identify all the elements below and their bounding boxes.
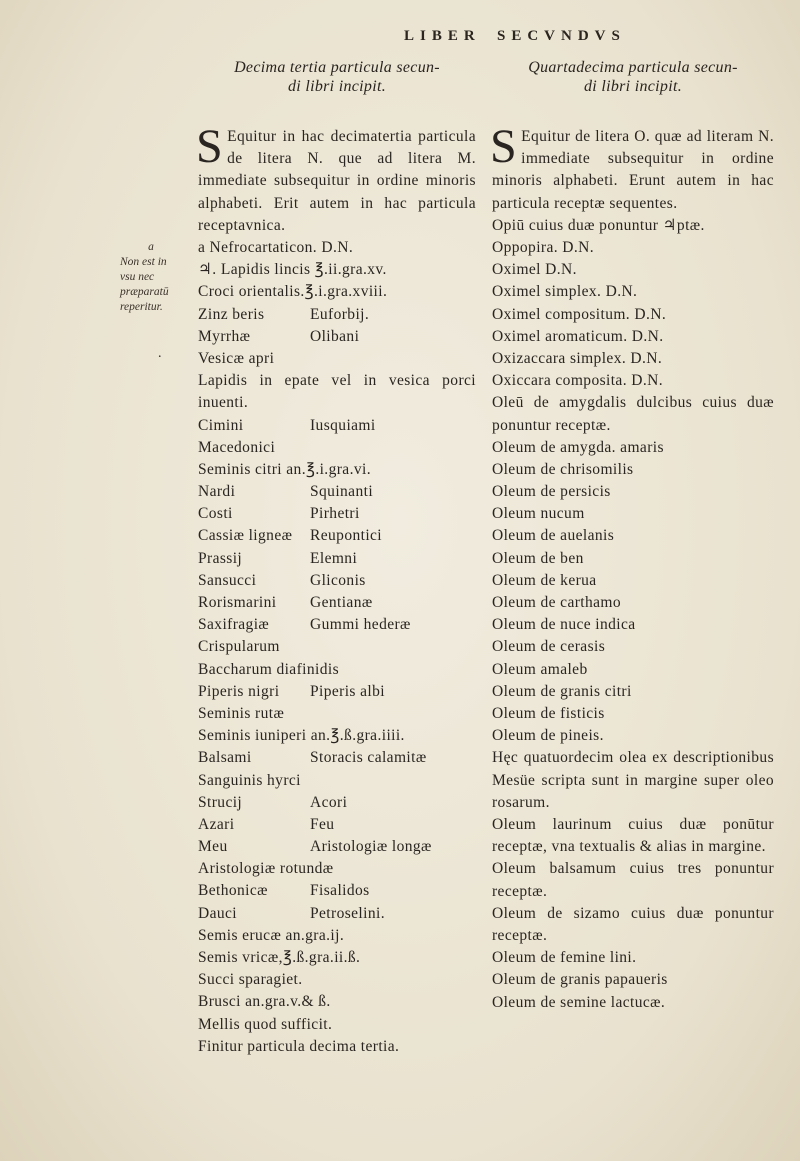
- ingredient: Saxifragiæ: [198, 616, 270, 634]
- ingredient: Sansucci: [198, 571, 257, 589]
- ingredient: Euforbij.: [310, 305, 370, 323]
- left-column: [198, 58, 476, 1058]
- ingredient-pair: [198, 681, 476, 703]
- ingredient-pair: [198, 326, 476, 348]
- text-line: Oleum de carthamo: [492, 594, 622, 612]
- text-line: Oximel compositum. D.N.: [492, 305, 667, 323]
- ingredient: Iusquiami: [310, 416, 376, 434]
- text-line: Oleum de kerua: [492, 571, 597, 589]
- text-line: Mellis quod sufficit.: [198, 1015, 333, 1033]
- text-line: Oleum de amygda. amaris: [492, 438, 664, 456]
- margin-dot: .: [158, 346, 162, 361]
- left-title-line-2: di libri incipit.: [288, 78, 386, 95]
- text-line: Oleū de amygdalis dulcibus cuius duæ ponuntur receptæ.: [492, 394, 774, 434]
- right-column: [492, 58, 774, 1014]
- ingredient: Prassij: [198, 549, 243, 567]
- ingredient-pair: [198, 792, 476, 814]
- ingredient: Olibani: [310, 327, 360, 345]
- text-line: Aristologiæ rotundæ: [198, 860, 334, 878]
- margin-note-text: Non est in vsu nec præparatū reperitur.: [120, 256, 169, 313]
- text-line: Opiū cuius duæ ponuntur ♃ptæ.: [492, 216, 705, 234]
- ingredient-pair: [198, 614, 476, 636]
- left-entries: [198, 237, 476, 1058]
- ingredient: Dauci: [198, 904, 238, 922]
- ingredient: Piperis nigri: [198, 682, 280, 700]
- text-line: Succi sparagiet.: [198, 971, 303, 989]
- right-intro-text: Equitur de litera O. quæ ad literam N. immediate subsequitur in ordine minoris alphabeti. Erunt autem in hac particula receptæ sequentes.: [492, 128, 774, 212]
- ingredient-pair: [198, 903, 476, 925]
- text-line: Oleum balsamum cuius tres ponuntur receptæ.: [492, 860, 774, 900]
- left-dropcap: S: [196, 120, 224, 173]
- ingredient-pair: [198, 548, 476, 570]
- ingredient: Petroselini.: [310, 904, 385, 922]
- text-line: Oleum amaleb: [492, 660, 588, 678]
- text-line: Oximel D.N.: [492, 261, 577, 279]
- text-line: Oxiccara composita. D.N.: [492, 372, 664, 390]
- text-line: Oximel simplex. D.N.: [492, 283, 638, 301]
- right-dropcap: S: [490, 120, 518, 173]
- ingredient: Piperis albi: [310, 682, 385, 700]
- header-left: LIBER: [404, 28, 481, 44]
- ingredient: Meu: [198, 838, 228, 856]
- ingredient: Cimini: [198, 416, 244, 434]
- header-right: SECVNDVS: [497, 28, 626, 44]
- ingredient: Cassiæ ligneæ: [198, 527, 293, 545]
- right-title-line-1: Quartadecima particula secun-: [528, 59, 738, 76]
- text-line: Oleum de femine lini.: [492, 949, 637, 967]
- text-line: Seminis citri an.℥.i.gra.vi.: [198, 460, 371, 478]
- ingredient: Gentianæ: [310, 594, 373, 612]
- ingredient: Elemni: [310, 549, 358, 567]
- right-entries: [492, 215, 774, 1014]
- text-line: Oleum de granis citri: [492, 682, 632, 700]
- text-line: Oleum de sizamo cuius duæ ponuntur receptæ.: [492, 904, 774, 944]
- text-line: ♃. Lapidis lincis ℥.ii.gra.xv.: [198, 261, 387, 279]
- text-line: Crispularum: [198, 638, 280, 656]
- text-line: Oxizaccara simplex. D.N.: [492, 349, 663, 367]
- text-line: Sanguinis hyrci: [198, 771, 301, 789]
- ingredient: Storacis calamitæ: [310, 749, 427, 767]
- ingredient-pair: [198, 814, 476, 836]
- text-line: Macedonici: [198, 438, 276, 456]
- ingredient-pair: [198, 503, 476, 525]
- ingredient: Fisalidos: [310, 882, 370, 900]
- ingredient-pair: [198, 592, 476, 614]
- text-line: a Nefrocartaticon. D.N.: [198, 239, 354, 257]
- text-line: Semis erucæ an.gra.ij.: [198, 926, 345, 944]
- ingredient: Gummi hederæ: [310, 616, 411, 634]
- ingredient-pair: [198, 304, 476, 326]
- left-title-line-1: Decima tertia particula secun-: [234, 59, 440, 76]
- ingredient: Gliconis: [310, 571, 366, 589]
- text-line: Oleum de ben: [492, 549, 584, 567]
- text-line: Brusci an.gra.v.& ß.: [198, 993, 331, 1011]
- text-line: Oleum de semine lactucæ.: [492, 993, 666, 1011]
- text-line: Oximel aromaticum. D.N.: [492, 327, 664, 345]
- text-line: Oleum de auelanis: [492, 527, 615, 545]
- ingredient: Bethonicæ: [198, 882, 268, 900]
- right-title: [492, 58, 774, 96]
- text-line: Lapidis in epate vel in vesica porci inuenti.: [198, 372, 476, 412]
- ingredient: Squinanti: [310, 483, 374, 501]
- text-line: Oleum nucum: [492, 505, 585, 523]
- ingredient: Nardi: [198, 483, 236, 501]
- right-intro: [490, 120, 774, 215]
- ingredient: Aristologiæ longæ: [310, 838, 432, 856]
- text-line: Oleum de nuce indica: [492, 616, 636, 634]
- ingredient-pair: [198, 481, 476, 503]
- ingredient: Reupontici: [310, 527, 383, 545]
- margin-note-mark: a: [148, 241, 154, 253]
- ingredient-pair: [198, 836, 476, 858]
- left-intro: [196, 120, 476, 237]
- text-line: Hęc quatuordecim olea ex descriptionibus Mesüe scripta sunt in margine super oleo rosarum.: [492, 749, 774, 811]
- text-line: Oleum de fisticis: [492, 704, 605, 722]
- ingredient-pair: [198, 570, 476, 592]
- right-title-line-2: di libri incipit.: [584, 78, 682, 95]
- ingredient: Feu: [310, 815, 335, 833]
- margin-note: [120, 240, 182, 315]
- ingredient: Balsami: [198, 749, 252, 767]
- left-intro-text: Equitur in hac decimatertia particula de litera N. que ad litera M. immediate subsequitur in ordine minoris alphabeti. Erit autem in hac particula receptavnica.: [198, 128, 476, 234]
- ingredient-pair: [198, 880, 476, 902]
- ingredient: Strucij: [198, 793, 243, 811]
- ingredient: Myrrhæ: [198, 327, 251, 345]
- text-line: Oleum de pineis.: [492, 727, 604, 745]
- ingredient: Azari: [198, 815, 235, 833]
- ingredient: Zinz beris: [198, 305, 265, 323]
- text-line: Vesicæ apri: [198, 349, 275, 367]
- ingredient: Costi: [198, 505, 233, 523]
- text-line: Croci orientalis.℥.i.gra.xviii.: [198, 283, 388, 301]
- text-line: Oleum de granis papaueris: [492, 971, 668, 989]
- ingredient: Pirhetri: [310, 505, 360, 523]
- text-line: Finitur particula decima tertia.: [198, 1037, 400, 1055]
- text-line: Oppopira. D.N.: [492, 239, 595, 256]
- text-line: Semis vricæ,℥.ß.gra.ii.ß.: [198, 949, 361, 967]
- text-line: Seminis rutæ: [198, 704, 285, 722]
- ingredient: Rorismarini: [198, 594, 277, 612]
- text-line: Seminis iuniperi an.℥.ß.gra.iiii.: [198, 727, 405, 745]
- left-title: [198, 58, 476, 96]
- text-line: Oleum laurinum cuius duæ ponūtur receptæ, vna textualis & alias in margine.: [492, 815, 774, 856]
- ingredient: Acori: [310, 793, 348, 811]
- ingredient-pair: [198, 747, 476, 769]
- text-line: Oleum de persicis: [492, 483, 611, 501]
- text-line: Oleum de cerasis: [492, 638, 606, 656]
- ingredient-pair: [198, 525, 476, 547]
- text-line: Baccharum diafinidis: [198, 660, 339, 678]
- text-line: Oleum de chrisomilis: [492, 460, 634, 478]
- ingredient-pair: [198, 415, 476, 437]
